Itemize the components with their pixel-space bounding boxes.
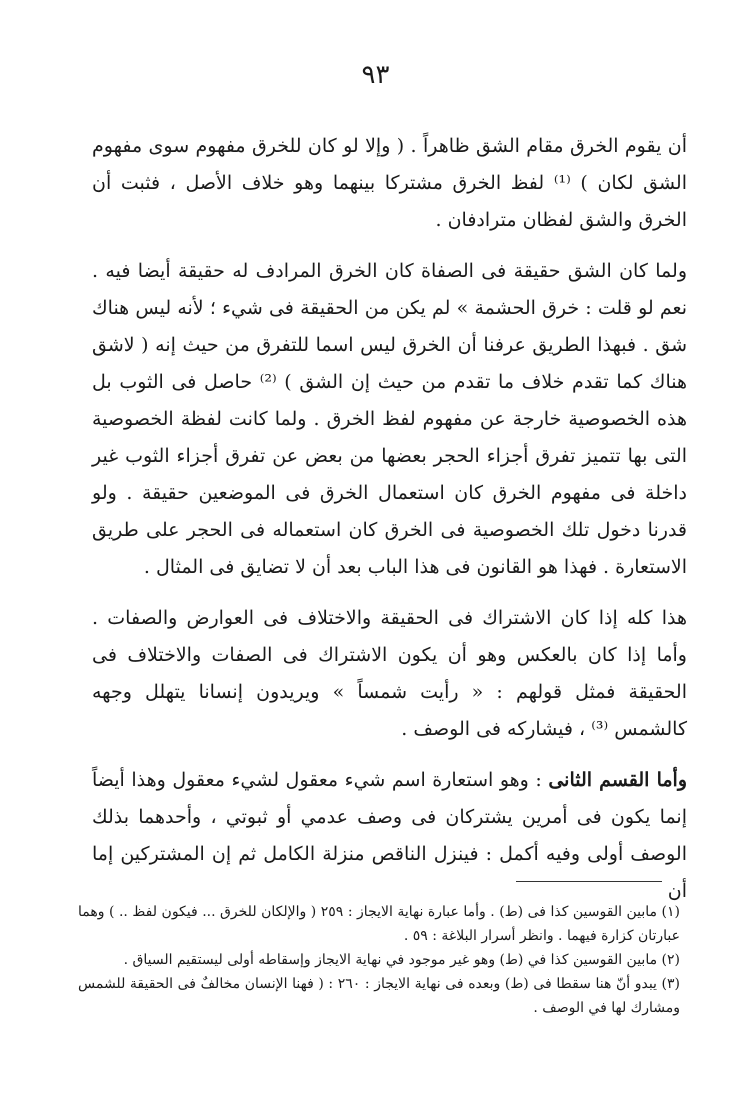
section-text: : وهو استعارة اسم شيء معقول لشيء معقول وهذا أيضاً إنما يكون فى أمرين يشتركان فى وصف عدمي أو ثبوتي ، وأحدهما بذلك الوصف أولى وفيه أكمل : فينزل الناقص منزلة الكامل ثم إن المشتركين إما أن — [92, 769, 687, 902]
paragraph-2: ولما كان الشق حقيقة فى الصفاة كان الخرق المرادف له حقيقة أيضا فيه . نعم لو قلت : خرق الحشمة » لم يكن من الحقيقة فى شيء ؛ لأنه ليس هناك شق . فبهذا الطريق عرفنا أن الخرق ليس اسما للتفرق من حيث إنه ( لاشق هناك كما تقدم خلاف ما تقدم من حيث إن الشق ) ⁽²⁾ حاصل فى الثوب بل هذه الخصوصية خارجة عن مفهوم لفظ الخرق . ولما كانت لفظة الخصوصية التى بها تتميز تفرق أجزاء الحجر بعضها من بعض عن تفرق أجزاء الثوب غير داخلة فى مفهوم الخرق كان استعمال الخرق فى الموضعين حقيقة . ولو قدرنا دخول تلك الخصوصية فى الخرق كان استعماله فى الحجر على طريق الاستعارة . فهذا هو القانون فى هذا الباب بعد أن لا تضايق فى المثال . — [92, 260, 687, 578]
footnote-separator — [516, 881, 662, 882]
footnote-3: (٣) يبدو أنّ هنا سقطا فى (ط) وبعده فى نهاية الايجاز : ٢٦٠ : ( فهنا الإنسان مخالفٌ فى الحقيقة للشمس ومشارك لها في الوصف . — [78, 976, 680, 1016]
section-heading: وأما القسم الثانى — [548, 769, 687, 791]
footnotes — [78, 900, 680, 1020]
body-text — [92, 128, 687, 910]
paragraph-4 — [92, 762, 687, 910]
footnote-2: (٢) مابين القوسين كذا في (ط) وهو غير موجود في نهاية الايجاز وإسقاطه أولى ليستقيم السياق . — [123, 952, 680, 968]
page-number: ٩٣ — [361, 60, 390, 90]
footnote-1: (١) مابين القوسين كذا فى (ط) . وأما عبارة نهاية الايجاز : ٢٥٩ ( والإلكان للخرق ... فيكون لفظ .. ) وهما عبارتان كزارة فيهما . وانظر أسرار البلاغة : ٥٩ . — [78, 904, 680, 944]
paragraph-1: أن يقوم الخرق مقام الشق ظاهراً . ( وإلا لو كان للخرق مفهوم سوى مفهوم الشق لكان ) ⁽¹⁾ لفظ الخرق مشتركا بينهما وهو خلاف الأصل ، فثبت أن الخرق والشق لفظان مترادفان . — [92, 135, 688, 231]
paragraph-3: هذا كله إذا كان الاشتراك فى الحقيقة والاختلاف فى العوارض والصفات . وأما إذا كان بالعكس وهو أن يكون الاشتراك فى الصفات والاختلاف فى الحقيقة فمثل قولهم : « رأيت شمساً » ويريدون إنسانا يتهلل وجهه كالشمس ⁽³⁾ ، فيشاركه فى الوصف . — [92, 607, 687, 740]
